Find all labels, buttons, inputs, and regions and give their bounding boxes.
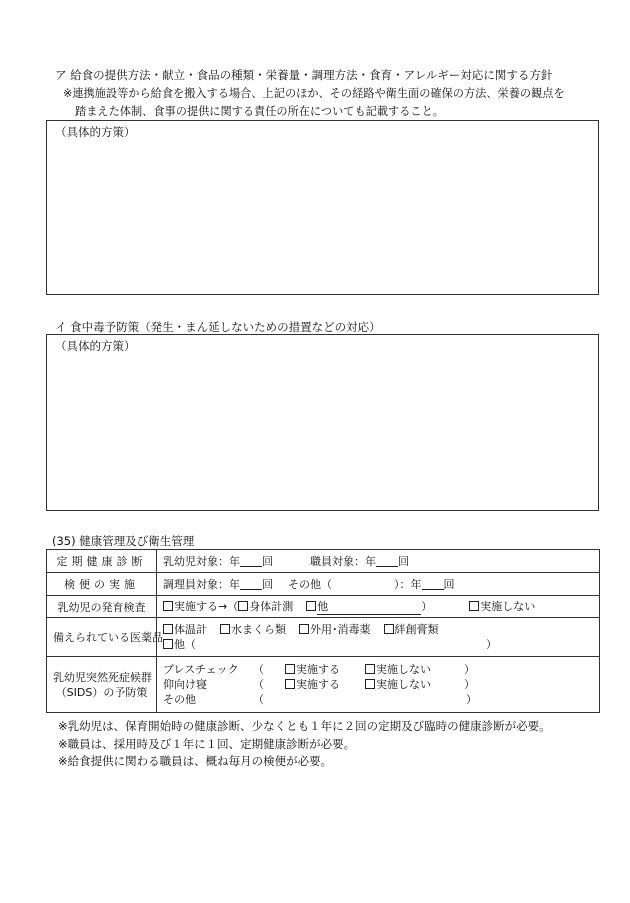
medical-external-label: 外用･消毒薬 — [310, 623, 371, 636]
section-i-box-label: （具体的方策） — [55, 339, 136, 353]
sids-breath-name: ブレスチェック — [163, 663, 239, 676]
medical-icepillow-checkbox[interactable] — [220, 624, 230, 634]
medical-bandage-label: 絆創膏類 — [394, 623, 439, 636]
health-heading: (35) 健康管理及び衛生管理 — [52, 534, 195, 548]
medical-content — [157, 618, 600, 657]
growth-other-checkbox[interactable] — [306, 601, 316, 611]
stool-cook-count-field[interactable] — [240, 577, 262, 590]
checkup-infant-count-field[interactable] — [240, 554, 262, 567]
growth-body-checkbox[interactable] — [238, 601, 248, 611]
checkup-staff-unit: 回 — [398, 555, 409, 568]
health-note-1: ※乳幼児は、保育開始時の健康診断、少なくとも１年に２回の定期及び臨時の健康診断が必要。 — [58, 719, 551, 733]
health-note-3: ※給食提供に関わる職員は、概ね毎月の検便が必要。 — [58, 754, 333, 768]
medical-thermo-checkbox[interactable] — [163, 624, 173, 634]
sids-content — [157, 657, 600, 713]
section-i-answer-box[interactable] — [46, 334, 599, 511]
stool-content — [157, 573, 600, 596]
row-medical — [47, 618, 600, 657]
growth-implement-checkbox[interactable] — [163, 601, 173, 611]
row-checkup — [47, 550, 600, 573]
sids-item-breath — [163, 662, 593, 677]
sids-supine-name: 仰向け寝 — [163, 678, 207, 691]
sids-label-line2: （SIDS）の予防策 — [55, 685, 148, 699]
medical-other-checkbox[interactable] — [163, 639, 173, 649]
section-a-heading: ア 給食の提供方法・献立・食品の種類・栄養量・調理方法・食育・アレルギー対応に関する方針 — [55, 68, 553, 82]
sids-supine-close: ） — [464, 678, 475, 691]
medical-bandage-checkbox[interactable] — [384, 624, 394, 634]
sids-breath-open: （ — [253, 663, 264, 676]
section-a-note-line1: ※連携施設等から給食を搬入する場合、上記のほか、その経路や衛生面の確保の方法、栄養の観点を — [63, 87, 565, 100]
growth-close: ） — [421, 600, 433, 613]
sids-breath-yes-checkbox[interactable] — [285, 664, 295, 674]
sids-item-other — [163, 692, 593, 707]
medical-other-label: 他（ — [174, 638, 196, 651]
growth-other-label: 他 — [317, 600, 329, 613]
medical-other-close: ） — [486, 638, 497, 651]
sids-supine-yes-checkbox[interactable] — [285, 679, 295, 689]
sids-breath-close: ） — [464, 663, 475, 676]
checkup-content — [157, 550, 600, 573]
stool-other-unit: 回 — [443, 578, 455, 591]
growth-not-implement-checkbox[interactable] — [469, 601, 479, 611]
stool-cook-label: 調理員対象：年 — [163, 578, 240, 591]
sids-label — [47, 657, 157, 713]
section-a-box-label: （具体的方策） — [55, 125, 136, 139]
growth-implement-label: 実施する→（ — [174, 600, 239, 613]
section-i-heading: イ 食中毒予防策（発生・まん延しないための措置などの対応） — [55, 320, 381, 334]
sids-breath-no-label: 実施しない — [376, 663, 431, 676]
checkup-infant-unit: 回 — [262, 555, 273, 568]
sids-item-supine — [163, 677, 593, 692]
sids-breath-yes-label: 実施する — [296, 663, 340, 676]
stool-label: 検便の実施 — [47, 573, 157, 596]
section-a-note-line2: 踏まえた体制、食事の提供に関する責任の所在についても記載すること。 — [75, 105, 444, 118]
stool-cook-unit: 回 — [262, 578, 273, 591]
row-sids — [47, 657, 600, 713]
row-growth — [47, 596, 600, 618]
sids-other-open: （ — [253, 693, 264, 706]
health-note-2: ※職員は、採用時及び１年に１回、定期健康診断が必要。 — [58, 737, 356, 751]
medical-icepillow-label: 水まくら類 — [231, 623, 286, 636]
medical-thermo-label: 体温計 — [174, 623, 207, 636]
medical-external-checkbox[interactable] — [299, 624, 309, 634]
growth-body-label: 身体計測 — [249, 600, 294, 613]
growth-content — [157, 596, 600, 618]
checkup-staff-label: 職員対象：年 — [310, 555, 376, 568]
sids-supine-no-label: 実施しない — [376, 678, 431, 691]
row-stool — [47, 573, 600, 596]
section-a-answer-box[interactable] — [46, 120, 599, 295]
stool-other-open: その他（ — [288, 578, 332, 591]
growth-label: 乳幼児の発育検査 — [47, 596, 157, 618]
growth-other-field[interactable] — [317, 598, 421, 615]
sids-supine-no-checkbox[interactable] — [365, 679, 375, 689]
sids-supine-open: （ — [253, 678, 264, 691]
sids-other-name: その他 — [163, 693, 196, 706]
checkup-label: 定期健康診断 — [47, 550, 157, 573]
sids-other-close: ） — [466, 693, 477, 706]
sids-label-line1: 乳幼児突然死症候群 — [53, 670, 152, 684]
checkup-staff-count-field[interactable] — [376, 554, 398, 567]
medical-label: 備えられている医薬品 — [47, 618, 157, 657]
growth-not-implement-label: 実施しない — [480, 600, 536, 613]
stool-other-count-field[interactable] — [422, 577, 444, 590]
sids-breath-no-checkbox[interactable] — [365, 664, 375, 674]
stool-other-close: ）：年 — [394, 578, 422, 591]
health-table — [46, 549, 600, 713]
checkup-infant-label: 乳幼児対象：年 — [163, 555, 240, 568]
sids-supine-yes-label: 実施する — [296, 678, 340, 691]
